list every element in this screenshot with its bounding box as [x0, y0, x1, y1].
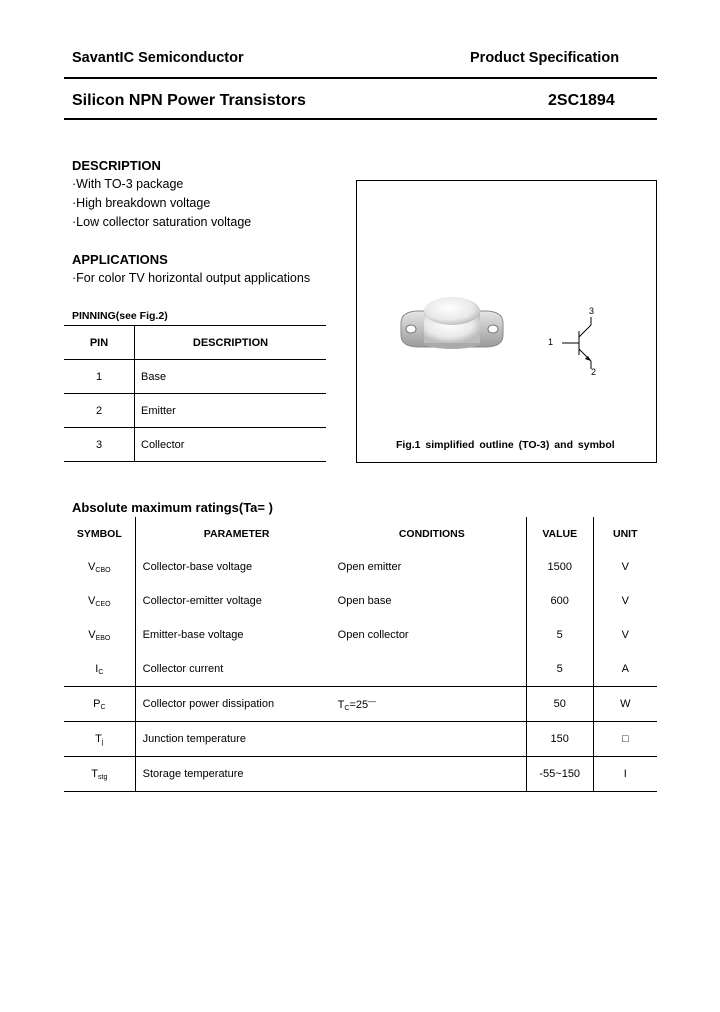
- rating-condition: [338, 722, 527, 757]
- rating-value: 150: [526, 722, 593, 757]
- table-row: [64, 550, 657, 584]
- table-row: [64, 584, 657, 618]
- rating-condition: Open base: [337, 595, 392, 607]
- table-row: [64, 394, 326, 428]
- rating-value: 600: [526, 584, 593, 618]
- rating-condition: [338, 652, 527, 687]
- description-list: [72, 175, 251, 232]
- pinning-col-pin: PIN: [64, 326, 135, 360]
- applications-heading: APPLICATIONS: [72, 252, 168, 267]
- table-row: [64, 360, 326, 394]
- rating-parameter: Storage temperature: [142, 768, 244, 780]
- rating-symbol: $T_{stg}$: [64, 757, 135, 792]
- degree-symbol-glyph: —: [368, 696, 377, 706]
- table-row: [64, 618, 657, 652]
- ratings-header-row: [64, 517, 657, 550]
- pinning-heading: PINNING(see Fig.2): [72, 310, 168, 322]
- npn-symbol: [562, 317, 591, 369]
- rating-value: 50: [526, 687, 593, 722]
- pin-number: 1: [64, 360, 135, 394]
- rating-condition: [338, 757, 527, 792]
- rating-condition: $T_C=25^—$: [337, 696, 377, 712]
- rating-value: 1500: [526, 550, 593, 584]
- header-rule-top: [64, 77, 657, 79]
- rating-parameter: Junction temperature: [142, 733, 246, 745]
- ratings-col-unit: UNIT: [613, 527, 638, 540]
- rating-parameter: Collector current: [142, 663, 224, 675]
- pinning-table: [64, 325, 326, 462]
- rating-symbol: $V_{CBO}$: [64, 550, 135, 584]
- rating-condition: Open emitter: [337, 561, 402, 573]
- rating-value: 5: [526, 618, 593, 652]
- rating-symbol: $V_{EBO}$: [64, 618, 135, 652]
- to3-package-illustration: [357, 181, 656, 462]
- figure-caption: Fig.1 simplified outline (TO-3) and symbol: [396, 439, 615, 451]
- product-line: Silicon NPN Power Transistors: [72, 92, 306, 109]
- rating-parameter: Emitter-base voltage: [142, 629, 244, 641]
- rating-value: 5: [526, 652, 593, 687]
- rating-unit: A: [621, 663, 629, 675]
- ratings-table: [64, 517, 657, 792]
- rating-value: -55~150: [526, 757, 593, 792]
- description-item: ·Low collector saturation voltage: [72, 215, 252, 229]
- ratings-col-value: VALUE: [526, 517, 593, 550]
- rating-unit: □: [621, 733, 629, 745]
- rating-symbol: $V_{CEO}$: [64, 584, 135, 618]
- rating-unit: I: [623, 768, 627, 780]
- rating-condition: Open collector: [337, 629, 409, 641]
- rating-unit: V: [621, 561, 629, 573]
- header-rule-bottom: [64, 118, 657, 120]
- table-row: [64, 428, 326, 462]
- description-item: ·With TO-3 package: [72, 177, 184, 191]
- table-row: [64, 757, 657, 792]
- pinning-header-row: [64, 326, 326, 360]
- rating-unit: V: [621, 595, 629, 607]
- table-row: [64, 652, 657, 687]
- pin-description: Collector: [141, 438, 185, 451]
- rating-unit: W: [620, 698, 631, 710]
- pin-description: Base: [141, 370, 167, 383]
- company-name: SavantIC Semiconductor: [72, 50, 244, 66]
- doc-type: Product Specification: [470, 50, 620, 66]
- rating-unit: V: [621, 629, 629, 641]
- applications-item: ·For color TV horizontal output applications: [72, 271, 311, 285]
- rating-parameter: Collector power dissipation: [142, 698, 275, 710]
- part-number: 2SC1894: [548, 92, 615, 109]
- description-item: ·High breakdown voltage: [72, 196, 211, 210]
- applications-list: [72, 269, 310, 288]
- ratings-heading: Absolute maximum ratings(Ta= ): [72, 500, 273, 515]
- figure-box: [356, 180, 657, 463]
- pin-label-emitter: 2: [591, 367, 597, 377]
- pinning-col-description: DESCRIPTION: [192, 336, 269, 349]
- rating-symbol: $T_j$: [64, 722, 135, 757]
- rating-parameter: Collector-base voltage: [142, 561, 253, 573]
- table-row: [64, 687, 657, 722]
- ratings-col-parameter: PARAMETER: [203, 527, 270, 540]
- table-row: [64, 722, 657, 757]
- rating-parameter: Collector-emitter voltage: [142, 595, 262, 607]
- description-heading: DESCRIPTION: [72, 158, 161, 173]
- pin-label-base: 1: [548, 337, 554, 347]
- pin-label-collector: 3: [589, 306, 595, 316]
- pin-description: Emitter: [141, 404, 176, 417]
- pin-number: 3: [64, 428, 135, 462]
- rating-symbol: $I_C$: [64, 652, 135, 687]
- pin-number: 2: [64, 394, 135, 428]
- ratings-col-conditions: CONDITIONS: [398, 527, 465, 540]
- rating-symbol: $P_C$: [64, 687, 135, 722]
- ratings-col-symbol: SYMBOL: [64, 517, 135, 550]
